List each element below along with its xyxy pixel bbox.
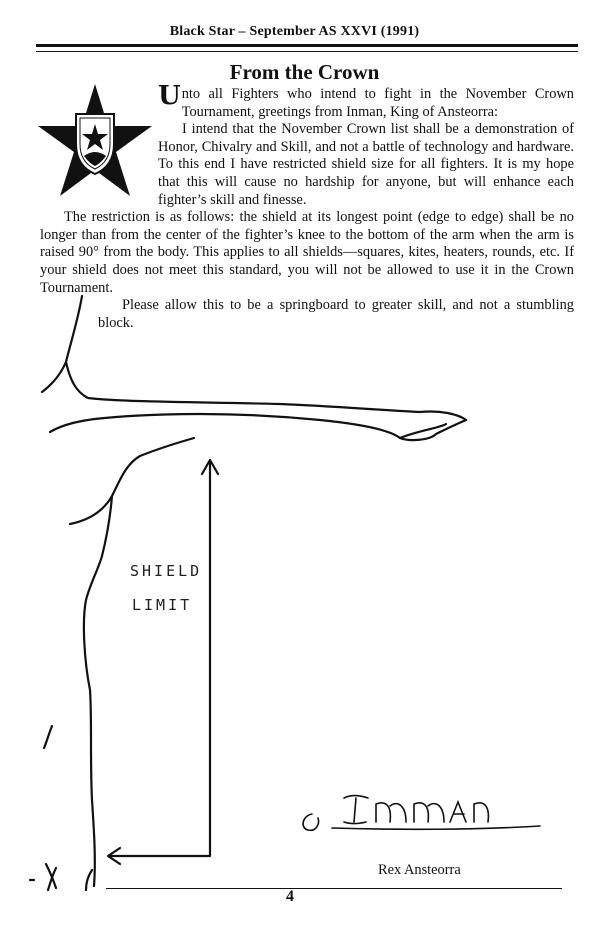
shield-label-line1: SHIELD [130,562,203,580]
running-header: Black Star – September AS XXVI (1991) [169,24,420,39]
handwritten-signature [296,784,546,834]
signature-name: Rex Ansteorra [378,862,461,878]
restriction-paragraph [40,209,574,297]
header-rule-thin [36,51,578,52]
footer-rule [106,888,562,889]
closing-paragraph: Please allow this to be a springboard to greater skill, and not a stumbling block. [98,297,574,331]
drop-cap: U [158,81,181,111]
emblem-spacer [40,86,158,206]
article-body [40,81,574,332]
salutation-text: nto all Fighters who intend to fight in the November Crown Tournament, greetings from Inman, King of Ansteorra: [181,86,574,120]
article-title: From the Crown [229,60,380,84]
page-number: 4 [286,888,294,905]
restriction-text: The restriction is as follows: the shield at its longest point (edge to edge) shall be no longer than from the center of the fighter’s knee to the bottom of the arm when the arm is raised 90° from the body. This applies to all shields—squares, kites, heaters, rounds, etc. If your shield does not meet this standard, you will not be allowed to use it in the Crown Tournament. [40,209,574,296]
header-rule-thick [36,44,578,47]
shield-label-line2: LIMIT [132,596,193,614]
intent-paragraph: I intend that the November Crown list shall be a demonstration of Honor, Chivalry and Skill, and not a battle of technology and hardware. To this end I have restricted shield size for all fighters. It is my hope that this will cause no hardship for anyone, but will enhance each fighter’s skill and finesse. [158,121,574,208]
